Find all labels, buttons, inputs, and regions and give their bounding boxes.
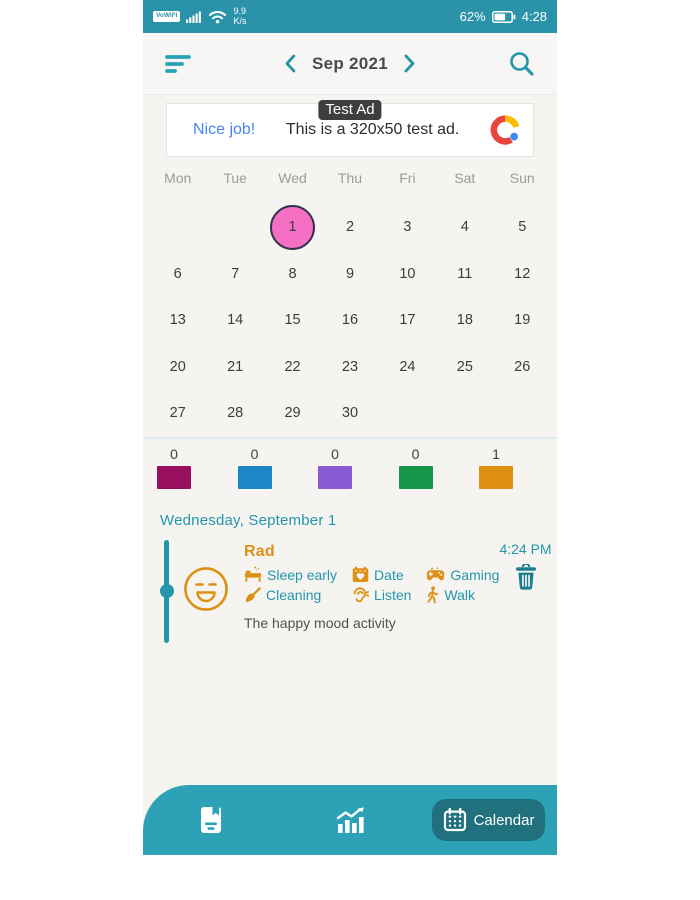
weekday-label: Sun xyxy=(509,170,535,186)
day-number: 3 xyxy=(403,219,412,236)
calendar-day[interactable] xyxy=(321,390,378,437)
calendar-day[interactable] xyxy=(264,204,321,251)
signal-strength-icon xyxy=(186,10,202,24)
day-number: 23 xyxy=(341,358,359,375)
journal-tab-icon[interactable] xyxy=(199,806,223,839)
day-number: 11 xyxy=(457,265,473,282)
day-number: 26 xyxy=(514,358,531,375)
section-divider xyxy=(143,437,557,439)
mood-stats-row xyxy=(143,446,557,489)
calendar-day-empty xyxy=(206,204,263,251)
speed-unit: K/s xyxy=(233,15,247,26)
activity-label: Gaming xyxy=(450,566,500,583)
mood-count-item xyxy=(157,446,191,489)
weekday-label: Wed xyxy=(278,170,307,186)
entry-note: The happy mood activity xyxy=(244,615,396,631)
entry-main xyxy=(244,543,499,643)
bed-icon xyxy=(244,566,262,583)
activity-item xyxy=(352,587,411,604)
day-number: 22 xyxy=(284,358,301,375)
calendar-day[interactable] xyxy=(494,204,551,251)
search-icon[interactable] xyxy=(508,50,535,77)
gamepad-icon xyxy=(426,567,445,582)
vowifi-badge: VoWiFi xyxy=(153,11,180,22)
calendar-tab-button[interactable] xyxy=(432,799,545,841)
calendar-day[interactable] xyxy=(264,297,321,344)
calendar-week-row xyxy=(143,204,557,251)
activity-item xyxy=(426,586,499,604)
day-number: 9 xyxy=(345,265,355,282)
timeline-dot xyxy=(160,584,174,598)
chevron-right-icon[interactable] xyxy=(404,54,416,73)
weekday-label: Tue xyxy=(223,170,247,186)
weekday-label: Fri xyxy=(399,170,416,186)
calendar-day[interactable] xyxy=(321,251,378,298)
calendar-day[interactable] xyxy=(149,297,206,344)
day-number: 27 xyxy=(169,405,186,422)
calendar-day[interactable] xyxy=(264,251,321,298)
calendar-day[interactable] xyxy=(436,251,493,298)
activity-item xyxy=(244,566,337,583)
calendar-day[interactable] xyxy=(436,204,493,251)
mood-count-value: 0 xyxy=(170,446,178,462)
mood-count-item xyxy=(238,446,272,489)
day-number: 6 xyxy=(173,265,182,282)
activity-label: Cleaning xyxy=(266,587,322,604)
day-number: 8 xyxy=(288,265,297,282)
activity-label: Listen xyxy=(374,587,412,604)
wifi-icon xyxy=(208,9,227,24)
stats-tab-icon[interactable] xyxy=(335,806,365,838)
calendar-day[interactable] xyxy=(494,297,551,344)
ear-icon xyxy=(352,587,369,604)
day-number: 14 xyxy=(227,312,244,329)
mood-count-value: 0 xyxy=(411,446,420,462)
calendar-day[interactable] xyxy=(206,344,263,391)
day-number: 4 xyxy=(460,219,469,236)
entry-right-column xyxy=(499,541,551,643)
day-number: 12 xyxy=(514,265,531,282)
calendar-day[interactable] xyxy=(206,251,263,298)
chevron-left-icon[interactable] xyxy=(284,54,296,73)
bottom-nav-bar xyxy=(143,785,557,855)
ad-body-text: This is a 320x50 test ad. xyxy=(285,121,460,138)
trash-icon[interactable] xyxy=(515,564,537,590)
mood-color-bar xyxy=(238,466,272,489)
ad-test-badge: Test Ad xyxy=(318,100,381,120)
day-number: 25 xyxy=(456,358,473,375)
calendar-day[interactable] xyxy=(379,251,436,298)
day-number: 18 xyxy=(456,312,473,329)
calendar-day[interactable] xyxy=(379,204,436,251)
day-number: 16 xyxy=(341,312,359,329)
day-number: 28 xyxy=(227,405,244,422)
menu-icon[interactable] xyxy=(165,54,191,74)
clock-time: 4:28 xyxy=(521,9,547,24)
day-number: 17 xyxy=(399,312,416,329)
mood-count-value: 1 xyxy=(492,446,500,462)
calendar-day[interactable] xyxy=(436,344,493,391)
calendar-day-empty xyxy=(379,390,436,437)
calendar-day-empty xyxy=(436,390,493,437)
calendar-day-empty xyxy=(494,390,551,437)
ad-banner[interactable] xyxy=(166,103,534,157)
calendar-week-row xyxy=(143,251,557,298)
day-number: 13 xyxy=(169,312,186,329)
entry-date-heading: Wednesday, September 1 xyxy=(160,512,337,529)
calendar-day[interactable] xyxy=(321,204,378,251)
mood-count-item xyxy=(479,446,513,489)
calendar-day[interactable] xyxy=(264,390,321,437)
phone-screen xyxy=(143,0,557,900)
calendar-grid xyxy=(143,204,557,437)
calendar-day[interactable] xyxy=(206,297,263,344)
battery-percent: 62% xyxy=(459,9,486,24)
mood-color-bar xyxy=(318,466,352,489)
ad-headline[interactable]: Nice job! xyxy=(193,121,256,138)
speed-value: 9.9 xyxy=(233,5,246,16)
calendar-day[interactable] xyxy=(321,344,378,391)
calendar-icon xyxy=(443,808,467,832)
status-left xyxy=(153,7,247,27)
broom-icon xyxy=(244,587,261,604)
calendar-day[interactable] xyxy=(379,297,436,344)
month-navigation xyxy=(284,54,416,74)
calendar-day[interactable] xyxy=(379,344,436,391)
day-number: 10 xyxy=(399,265,416,282)
calendar-day-empty xyxy=(149,204,206,251)
day-number: 29 xyxy=(284,405,301,422)
mood-color-bar xyxy=(157,466,191,489)
calendar-day[interactable] xyxy=(149,344,206,391)
mood-color-bar xyxy=(399,466,433,489)
entry-time: 4:24 PM xyxy=(499,541,552,557)
status-bar xyxy=(143,0,557,33)
day-number: 19 xyxy=(514,312,531,329)
day-number: 21 xyxy=(227,358,244,375)
activity-label: Walk xyxy=(444,587,475,604)
mood-count-item xyxy=(318,446,352,489)
timeline-bar xyxy=(164,540,169,643)
day-number: 2 xyxy=(345,219,355,236)
calendar-heart-icon xyxy=(352,566,369,583)
rad-smiley-icon xyxy=(182,565,230,643)
mood-color-bar xyxy=(479,466,513,489)
network-speed xyxy=(233,7,246,27)
app-header xyxy=(143,33,557,95)
calendar-day[interactable] xyxy=(264,344,321,391)
calendar-day[interactable] xyxy=(436,297,493,344)
calendar-day[interactable] xyxy=(149,251,206,298)
android-navigation-bar xyxy=(143,855,557,900)
weekday-label: Sat xyxy=(454,170,476,186)
calendar-day[interactable] xyxy=(206,390,263,437)
day-number: 5 xyxy=(518,219,527,236)
activities-grid xyxy=(244,565,499,605)
activity-item xyxy=(244,587,337,604)
day-number: 30 xyxy=(341,405,359,422)
weekday-row xyxy=(143,170,557,186)
calendar-week-row xyxy=(143,297,557,344)
selected-day-circle: 1 xyxy=(270,205,315,250)
mood-count-value: 0 xyxy=(331,446,339,462)
mood-count-item xyxy=(399,446,433,489)
entry-card[interactable] xyxy=(160,512,552,643)
entry-body xyxy=(160,538,552,643)
weekday-label: Mon xyxy=(164,170,192,186)
battery-icon xyxy=(492,11,516,23)
day-number: 15 xyxy=(284,312,301,329)
mood-count-value: 0 xyxy=(250,446,259,462)
activity-item xyxy=(352,566,411,583)
activity-label: Sleep early xyxy=(267,566,338,583)
activity-item xyxy=(426,567,499,583)
calendar-day[interactable] xyxy=(494,344,551,391)
calendar-day[interactable] xyxy=(149,390,206,437)
weekday-label: Thu xyxy=(337,170,363,186)
calendar-week-row xyxy=(143,344,557,391)
mood-label: Rad xyxy=(244,543,275,560)
day-number: 20 xyxy=(169,358,186,375)
status-right xyxy=(460,9,547,24)
calendar-week-row xyxy=(143,390,557,437)
activity-label: Date xyxy=(374,566,404,583)
month-label: Sep 2021 xyxy=(311,53,389,73)
walk-icon xyxy=(426,586,439,604)
day-number: 24 xyxy=(399,358,416,375)
admob-logo-icon xyxy=(490,115,520,145)
calendar-day[interactable] xyxy=(321,297,378,344)
calendar-day[interactable] xyxy=(494,251,551,298)
day-number: 7 xyxy=(231,265,240,282)
calendar-tab-label: Calendar xyxy=(473,811,535,829)
